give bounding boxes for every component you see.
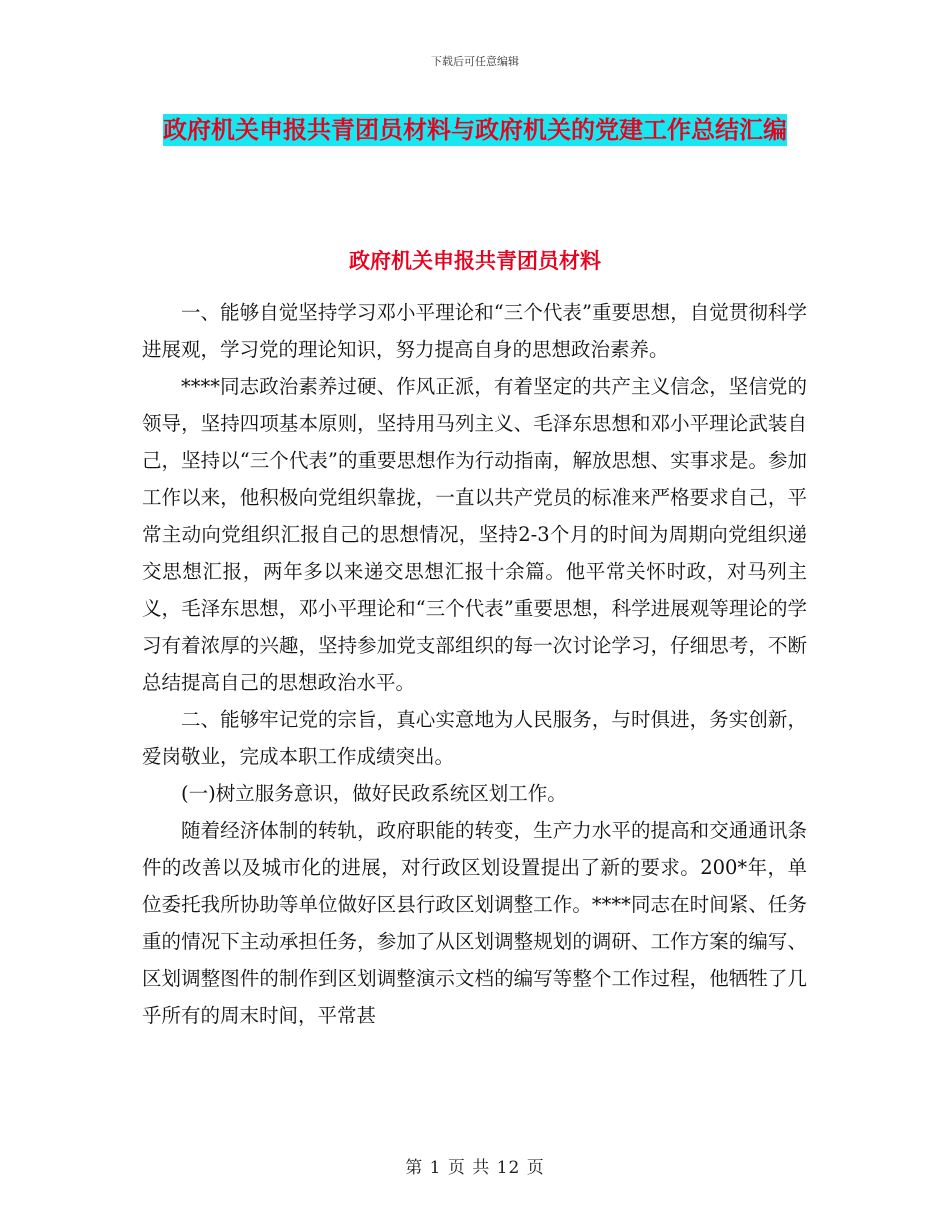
paragraph: ****同志政治素养过硬、作风正派，有着坚定的共产主义信念，坚信党的领导，坚持四项基本原则，坚持用马列主义、毛泽东思想和邓小平理论武装自己，坚持以“三个代表”的重要思想作为行动指南，解放思想、实事求是。参加工作以来，他积极向党组织靠拢，一直以共产党员的标准来严格要求自己，平常主动向党组织汇报自己的思想情况，坚持2-3个月的时间为周期向党组织递交思想汇报，两年多以来递交思想汇报十余篇。他平常关怀时政，对马列主义，毛泽东思想，邓小平理论和“三个代表”重要思想，科学进展观等理论的学习有着浓厚的兴趣，坚持参加党支部组织的每一次讨论学习，仔细思考，不断总结提高自己的思想政治水平。 — [142, 375, 807, 694]
section-title: 政府机关申报共青团员材料 — [349, 249, 601, 273]
paragraph: 一、能够自觉坚持学习邓小平理论和“三个代表”重要思想，自觉贯彻科学进展观，学习党的理论知识，努力提高自身的思想政治素养。 — [142, 301, 807, 361]
page-number-footer: 第 1 页 共 12 页 — [405, 1158, 545, 1178]
document-title — [140, 108, 810, 153]
document-title-text: 政府机关申报共青团员材料与政府机关的党建工作总结汇编 — [163, 116, 787, 144]
paragraph: (一)树立服务意识，做好民政系统区划工作。 — [181, 782, 567, 805]
paragraph: 随着经济体制的转轨，政府职能的转变，生产力水平的提高和交通通讯条件的改善以及城市化的进展，对行政区划设置提出了新的要求。200*年，单位委托我所协助等单位做好区县行政区划调整工作。****同志在时间紧、任务重的情况下主动承担任务，参加了从区划调整规划的调研、工作方案的编写、区划调整图件的制作到区划调整演示文档的编写等整个工作过程，他牺牲了几乎所有的周末时间，平常甚 — [142, 819, 807, 1027]
header-note: 下载后可任意编辑 — [431, 55, 519, 68]
paragraph: 二、能够牢记党的宗旨，真心实意地为人民服务，与时俱进，务实创新，爱岗敬业，完成本职工作成绩突出。 — [142, 708, 807, 768]
document-body — [142, 294, 807, 1034]
